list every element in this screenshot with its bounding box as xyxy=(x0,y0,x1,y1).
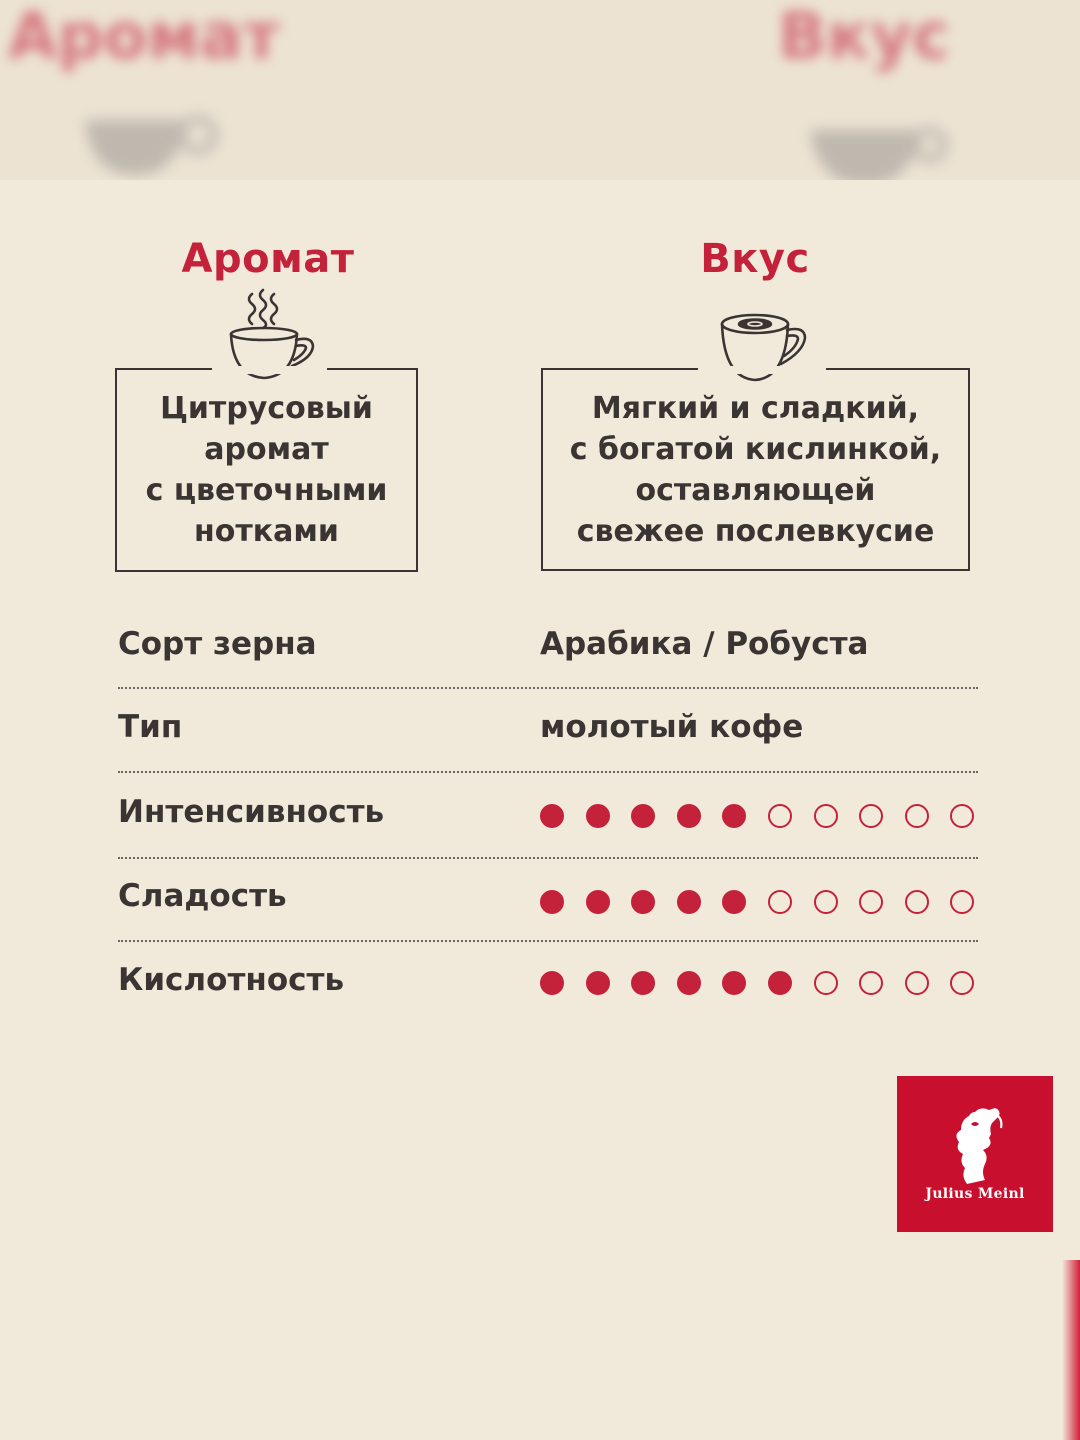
blurred-aroma-title: Аромат xyxy=(8,0,280,74)
rating-dot-empty xyxy=(768,804,792,828)
rating-dot-filled xyxy=(631,804,655,828)
rating-dot-filled xyxy=(540,890,564,914)
rating-dot-empty xyxy=(859,804,883,828)
rating-dot-empty xyxy=(859,971,883,995)
row-divider xyxy=(118,940,978,942)
aroma-title: Аромат xyxy=(181,236,355,282)
blurred-cup-icon xyxy=(70,80,220,180)
rating-label-intensity: Интенсивность xyxy=(118,794,385,830)
rating-dot-filled xyxy=(586,971,610,995)
blurred-taste-title: Вкус xyxy=(778,0,950,74)
row-divider xyxy=(118,771,978,773)
rating-dot-filled xyxy=(768,971,792,995)
rating-dot-filled xyxy=(677,804,701,828)
rating-dot-empty xyxy=(905,971,929,995)
aroma-frame xyxy=(115,368,418,572)
rating-dot-empty xyxy=(814,971,838,995)
rating-dot-empty xyxy=(768,890,792,914)
rating-dot-filled xyxy=(722,804,746,828)
edge-accent-strip xyxy=(1062,1260,1080,1440)
rating-dot-filled xyxy=(586,890,610,914)
rating-dot-filled xyxy=(586,804,610,828)
rating-dot-empty xyxy=(950,890,974,914)
rating-dot-empty xyxy=(814,890,838,914)
rating-dot-filled xyxy=(540,971,564,995)
rating-dot-filled xyxy=(677,890,701,914)
rating-dot-empty xyxy=(950,804,974,828)
rating-dot-filled xyxy=(722,890,746,914)
spec-value-type: молотый кофе xyxy=(540,709,804,745)
rating-dot-filled xyxy=(722,971,746,995)
spec-label-bean-variety: Сорт зерна xyxy=(118,626,317,662)
rating-dot-empty xyxy=(950,971,974,995)
aroma-description: Цитрусовый аромат с цветочными нотками xyxy=(145,391,388,549)
spec-value-bean-variety: Арабика / Робуста xyxy=(540,626,869,662)
taste-frame xyxy=(541,368,970,571)
blurred-cup-icon-2 xyxy=(800,110,950,180)
rating-dot-empty xyxy=(905,804,929,828)
row-divider xyxy=(118,687,978,689)
rating-dot-filled xyxy=(677,971,701,995)
brand-emblem-icon xyxy=(945,1104,1009,1188)
brand-name: Julius Meinl xyxy=(925,1186,1025,1202)
main-content xyxy=(0,180,1080,1440)
taste-description: Мягкий и сладкий, с богатой кислинкой, оставляющей свежее послевкусие xyxy=(569,390,942,549)
rating-label-sweetness: Сладость xyxy=(118,878,287,914)
row-divider xyxy=(118,857,978,859)
rating-dot-empty xyxy=(859,890,883,914)
rating-dot-empty xyxy=(814,804,838,828)
taste-title: Вкус xyxy=(700,236,810,282)
blurred-header-band xyxy=(0,0,1080,180)
rating-dot-empty xyxy=(905,890,929,914)
spec-label-type: Тип xyxy=(118,709,183,745)
rating-dot-filled xyxy=(631,890,655,914)
julius-meinl-logo xyxy=(897,1076,1053,1232)
rating-label-acidity: Кислотность xyxy=(118,962,345,998)
rating-dot-filled xyxy=(540,804,564,828)
rating-dot-filled xyxy=(631,971,655,995)
